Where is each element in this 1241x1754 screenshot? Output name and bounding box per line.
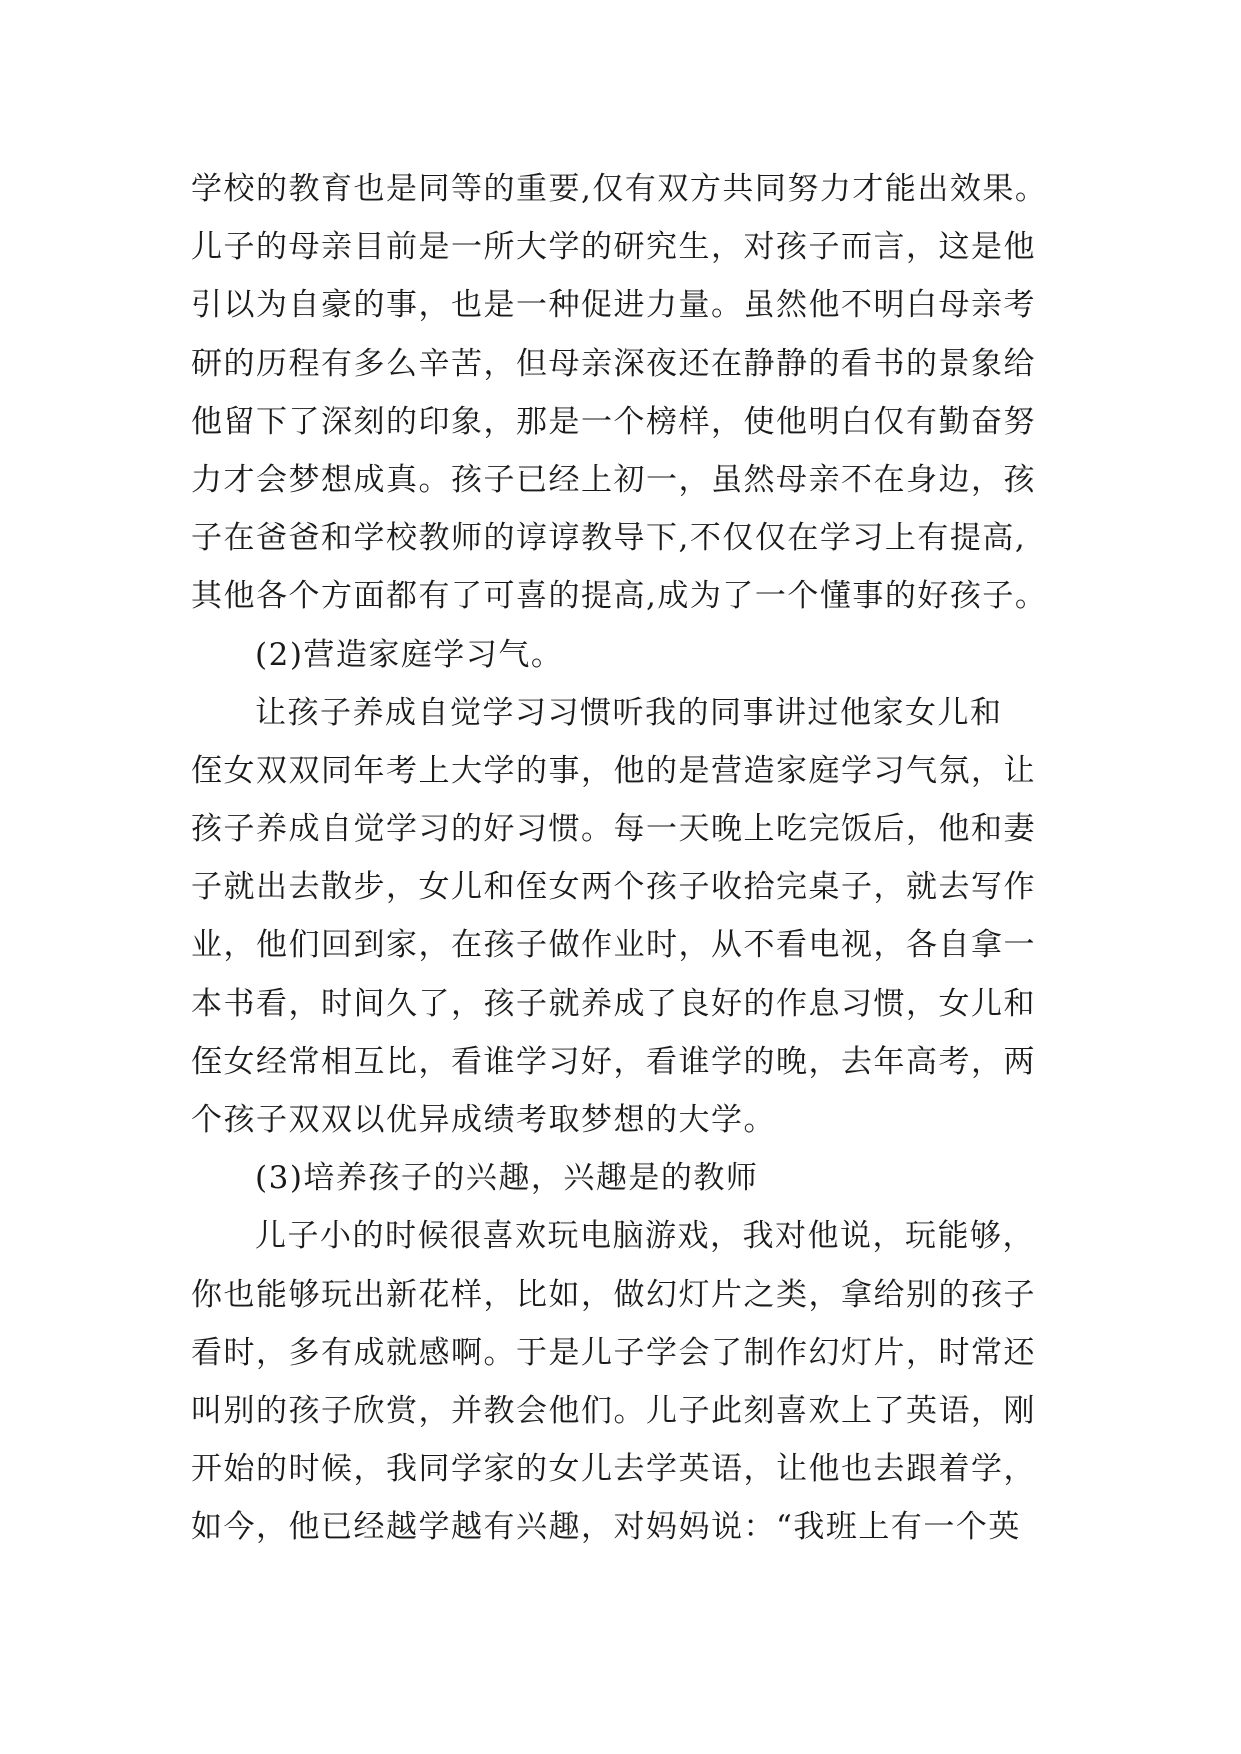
paragraph-first-line: 让孩子养成自觉学习习惯听我的同事讲过他家女儿和 [255,694,1003,731]
text-line: 子在爸爸和学校教师的谆谆教导下,不仅仅在学习上有提高, [191,520,1027,557]
text-line: 看时，多有成就感啊。于是儿子学会了制作幻灯片，时常还 [191,1334,1036,1371]
document-body [191,160,1091,1557]
text-line: 侄女双双同年考上大学的事，他的是营造家庭学习气氛，让 [191,752,1036,789]
text-line: 开始的时候，我同学家的女儿去学英语，让他也去跟着学， [191,1451,1036,1488]
text-line: 本书看，时间久了，孩子就养成了良好的作息习惯，女儿和 [191,985,1036,1022]
paragraph-first-line: (2)营造家庭学习气。 [255,636,564,673]
text-line: 孩子养成自觉学习的好习惯。每一天晚上吃完饭后，他和妻 [191,811,1036,848]
text-line: 其他各个方面都有了可喜的提高,成为了一个懂事的好孩子。 [191,578,1048,615]
text-line: 叫别的孩子欣赏，并教会他们。儿子此刻喜欢上了英语，刚 [191,1392,1036,1429]
text-line: 如今，他已经越学越有兴趣，对妈妈说：“我班上有一个英 [191,1509,1021,1546]
text-line: 研的历程有多么辛苦，但母亲深夜还在静静的看书的景象给 [191,345,1036,382]
text-line: 个孩子双双以优异成绩考取梦想的大学。 [191,1102,776,1138]
paragraph-first-line: (3)培养孩子的兴趣，兴趣是的教师 [255,1160,759,1197]
text-line: 学校的教育也是同等的重要,仅有双方共同努力才能出效果。 [191,171,1048,207]
text-line: 子就出去散步，女儿和侄女两个孩子收拾完桌子，就去写作 [191,869,1036,906]
text-line: 力才会梦想成真。孩子已经上初一，虽然母亲不在身边，孩 [191,461,1036,498]
text-line: 侄女经常相互比，看谁学习好，看谁学的晚，去年高考，两 [191,1043,1036,1080]
paragraph-first-line: 儿子小的时候很喜欢玩电脑游戏，我对他说，玩能够， [255,1218,1035,1255]
text-line: 他留下了深刻的印象，那是一个榜样，使他明白仅有勤奋努 [191,403,1036,440]
text-line: 你也能够玩出新花样，比如，做幻灯片之类，拿给别的孩子 [191,1276,1036,1313]
text-line: 引以为自豪的事，也是一种促进力量。虽然他不明白母亲考 [191,287,1036,324]
text-line: 儿子的母亲目前是一所大学的研究生，对孩子而言，这是他 [191,229,1036,266]
text-line: 业，他们回到家，在孩子做作业时，从不看电视，各自拿一 [191,927,1036,964]
